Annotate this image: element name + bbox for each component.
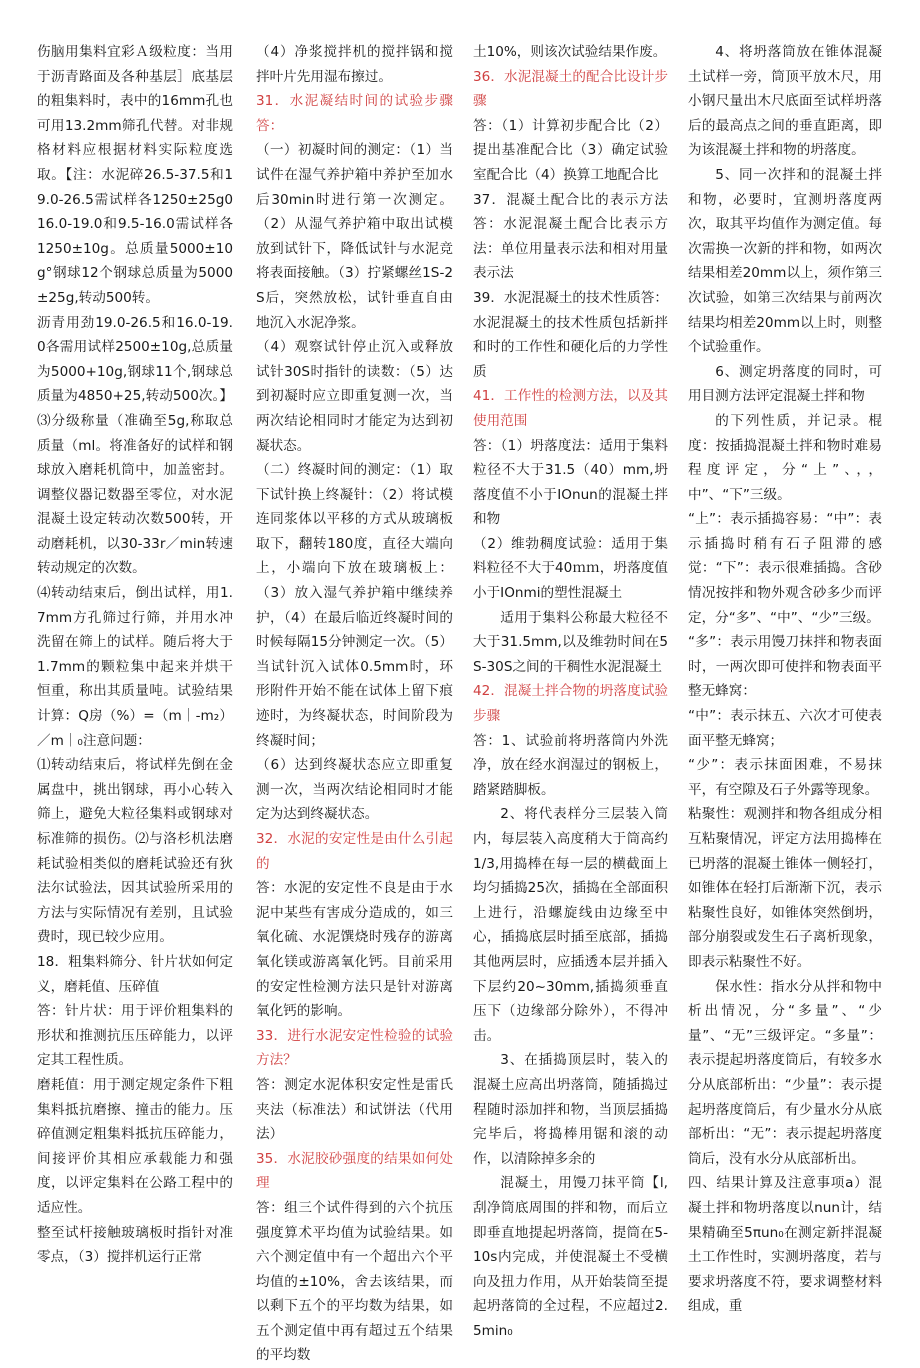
paragraph: 答：测定水泥体积安定性是雷氏夹法（标准法）和试饼法（代用法）	[256, 1076, 453, 1143]
paragraph: ⑷转动结束后，倒出试样，用1.7mm方孔筛过行筛，并用水冲洗留在筛上的试样。随后将大于1.7mm的颗粒集中起来并烘干恒重，称出其质量吨。试验结果计算：Q房（%）=（m｜-m₂）／m｜₀注意问题：	[37, 585, 233, 749]
paragraph: 四、结果计算及注意事项a）混凝土拌和物坍落度以nun计，结果精确至5πun₀在测定新拌混凝土工作性时，实测坍落度，若与要求坍落度不符，要求调整材料组成，重	[688, 1175, 882, 1315]
paragraph: （二）终凝时间的测定：（1）取下试针换上终凝针：（2）将试模连同浆体以平移的方式从玻璃板取下，翻转180度，直径大端向上，小端向下放在玻璃板上：（3）放入湿气养护箱中继续养护，（4）在最后临近终凝时间的时候每隔15分钟测定一次。（5）当试针沉入试体0.5mm时，环形附件开始不能在试体上留下痕迹时，为终凝状态，时间阶段为终凝时间；	[256, 462, 453, 749]
paragraph: 3、在插捣顶层时，装入的混凝土应高出坍落筒，随插捣过程随时添加拌和物，当顶层插捣完毕后，将捣棒用锯和滚的动作，以清除掉多余的	[473, 1052, 668, 1167]
paragraph: 4、将坍落筒放在锥体混凝土试样一旁，筒顶平放木尺，用小钢尺量出木尺底面至试样坍落后的最高点之间的垂直距离，即为该混凝土拌和物的坍落度。	[688, 44, 882, 159]
paragraph: “中”：表示抹五、六次才可使表面平整无蜂窝；	[688, 708, 882, 749]
paragraph: “少”：表示抹面困难，不易抹平，有空隙及石子外露等现象。	[688, 757, 882, 798]
paragraph: 粘聚性：观测拌和物各组成分相互粘聚情况，评定方法用捣棒在已坍落的混凝土锥体一侧轻打，如锥体在轻打后渐渐下沉，表示粘聚性良好，如锥体突然倒坍，部分崩裂或发生石子离析现象，即表示粘聚性不好。	[688, 806, 882, 970]
paragraph: 磨耗值：用于测定规定条件下粗集料抵抗磨擦、撞击的能力。压碎值测定粗集料抵抗压碎能力，间接评价其相应承载能力和强度，以评定集料在公路工程中的适应性。	[37, 1076, 233, 1216]
paragraph: （4）净浆搅拌机的搅拌锅和搅拌叶片先用湿布擦过。	[256, 44, 453, 85]
section-heading: 32．水泥的安定性是由什么引起的	[256, 831, 453, 872]
paragraph: 沥青用劲19.0-26.5和16.0-19.0各需用试样2500±10g,总质量为5000+10g,钢球11个,钢球总质量为4850+25,转动500次。】⑶分级称量（准确至5g,称取总质量（ml。将准备好的试样和钢球放入磨耗机筒中，加盖密封。调整仪器记数器至零位，对水泥混凝土设定转动次数500转，开动磨耗机，以30-33r／min转速转动规定的次数。	[37, 314, 233, 577]
text-column-4	[688, 40, 882, 1315]
paragraph: 答：（1）计算初步配合比（2）提出基准配合比（3）确定试验室配合比（4）换算工地配合比	[473, 117, 668, 183]
paragraph: 答：水泥的安定性不良是由于水泥中某些有害成分造成的，如三氧化硫、水泥馔烧时残存的游离氧化镁或游离氧化钙。目前采用的安定性检测方法只是针对游离氧化钙的影响。	[256, 880, 453, 1020]
paragraph: 5、同一次拌和的混凝土拌和物，必要时，宜测坍落度两次，取其平均值作为测定值。每次需换一次新的拌和物，如两次结果相差20mm以上，须作第三次试验，如第三次结果与前两次结果均相差20mm以上时，则整个试验重作。	[688, 166, 882, 356]
paragraph: 整至试杆接触玻璃板时指针对准零点，（3）搅拌机运行正常	[37, 1224, 233, 1266]
paragraph: （4）观察试针停止沉入或释放试针30S时指针的读数：（5）达到初凝时应立即重复测一次，当两次结论相同时才能定为达到初凝状态。	[256, 339, 453, 454]
section-heading: 35．水泥胶砂强度的结果如何处理	[256, 1150, 453, 1192]
section-heading: 41．工作性的检测方法，以及其使用范围	[473, 388, 668, 429]
paragraph: “多”：表示用馒刀抹拌和物表面时，一两次即可使拌和物表面平整无蜂窝：	[688, 634, 882, 700]
section-heading: 36．水泥混凝土的配合比设计步骤	[473, 68, 668, 110]
paragraph: 37．混凝土配合比的表示方法答：水泥混凝土配合比表示方法：单位用量表示法和相对用量表示法	[473, 191, 668, 282]
paragraph: 18．粗集料筛分、针片状如何定义，磨耗值、压碎值	[37, 953, 233, 995]
paragraph: 答：组三个试件得到的六个抗压强度算术平均值为试验结果。如六个测定值中有一个超出六个平均值的±10%，舍去该结果，而以剩下五个的平均数为结果，如五个测定值中再有超过五个结果的平均数	[256, 1199, 453, 1364]
paragraph: 6、测定坍落度的同时，可用目测方法评定混凝土拌和物	[688, 363, 882, 405]
paragraph: 答：（1）坍落度法：适用于集料粒径不大于31.5（40）mm,坍落度值不小于IOnun的混凝土拌和物	[473, 437, 668, 528]
paragraph: 的下列性质，并记录。棍度：按插捣混凝土拌和物时难易程度评定，分“上”、，，中”、“下”三级。	[688, 412, 882, 503]
text-column-1	[37, 40, 233, 1290]
paragraph: 答：针片状：用于评价粗集料的形状和推测抗压压碎能力，以评定其工程性质。	[37, 1003, 233, 1069]
paragraph: （6）达到终凝状态应立即重复测一次，当两次结论相同时才能定为达到终凝状态。	[256, 757, 453, 823]
paragraph: （一）初凝时间的测定：（1）当试件在湿气养护箱中养护至加水后30min时进行第一次测定。（2）从湿气养护箱中取出试模放到试针下，降低试针与水泥竞将表面接触。（3）拧紧螺丝1S-2S后，突然放松，试针垂直自由地沉入水泥净浆。	[256, 142, 453, 331]
paragraph: 保水性：指水分从拌和物中析出情况，分“多量”、“少量”、“无”三级评定。“多量”：表示提起坍落度筒后，有较多水分从底部析出：“少量”：表示提起坍落度筒后，有少量水分从底部析出：“无”：表示提起坍落度筒后，没有水分从底部析出。	[688, 978, 882, 1167]
paragraph: （2）维勃稠度试验：适用于集料粒径不大于40ｍｍ，坍落度值小于IOnmi的塑性混凝土	[473, 535, 668, 602]
paragraph: 2、将代表样分三层装入筒内，每层装入高度稍大于筒高约1/3,用捣棒在每一层的横截面上均匀插捣25次，插捣在全部面积上进行，沿螺旋线由边缘至中心，插捣底层时插至底部，插捣其他两层时，应插透本层并插入下层约20~30mm,插捣须垂直压下（边缘部分除外），不得冲击。	[473, 806, 668, 1044]
section-heading: 33．进行水泥安定性检验的试验方法？	[256, 1027, 453, 1069]
paragraph: 混凝土，用馒刀抹平筒【l,刮净筒底周围的拌和物，而后立即垂直地提起坍落筒，提筒在5-10s内完成，并使混凝土不受横向及扭力作用，从开始装筒至提起坍落筒的全过程，不应超过2.5min₀	[473, 1175, 668, 1339]
paragraph: 39．水泥混凝土的技术性质答：水泥混凝土的技术性质包括新拌和时的工作性和硬化后的力学性质	[473, 289, 668, 380]
paragraph: “上”：表示插捣容易：“中”：表示插捣时稍有石子阻滞的感觉：“下”：表示很难插捣。含砂情况按拌和物外观含砂多少而评定，分“多”、“中”、“少”三级。	[688, 511, 882, 626]
paragraph: 土10%，则该次试验结果作废。	[473, 44, 667, 60]
text-column-2	[256, 40, 453, 1364]
text-column-3	[473, 40, 668, 1339]
paragraph: 适用于集料公称最大粒径不大于31.5mm,以及维勃时间在5S-30S之间的干稠性水泥混凝土	[473, 609, 668, 675]
paragraph: 答：1、试验前将坍落筒内外洗净，放在经水润湿过的钢板上，踏紧踏脚板。	[473, 732, 668, 798]
paragraph: 伤脑用集料宜彩Ａ级粒度：当用于沥青路面及各种基层］底基层的粗集料时，表中的16mm孔也可用13.2mm筛孔代替。对非规格材料应根据材料实际粒度选取。【注：水泥碎26.5-37.5和19.0-26.5需试样各1250±25g016.0-19.0和9.5-16.0需试样各1250±10g。总质量5000±10g°钢球12个钢球总质量为5000±25g,转动500转。	[37, 44, 233, 306]
section-heading: 31．水泥凝结时间的试验步骤答：	[256, 93, 453, 134]
section-heading: 42．混凝土拌合物的坍落度试验步骤	[473, 683, 668, 725]
paragraph: ⑴转动结束后，将试样先倒在金属盘中，挑出钢球，再小心转入筛上，避免大粒径集料或钢球对标准筛的损伤。⑵与洛杉机法磨耗试验相类似的磨耗试验还有狄法尔试验法，因其试验所采用的方法与实际情况有差别，且试验费时，现已较少应用。	[37, 757, 233, 946]
